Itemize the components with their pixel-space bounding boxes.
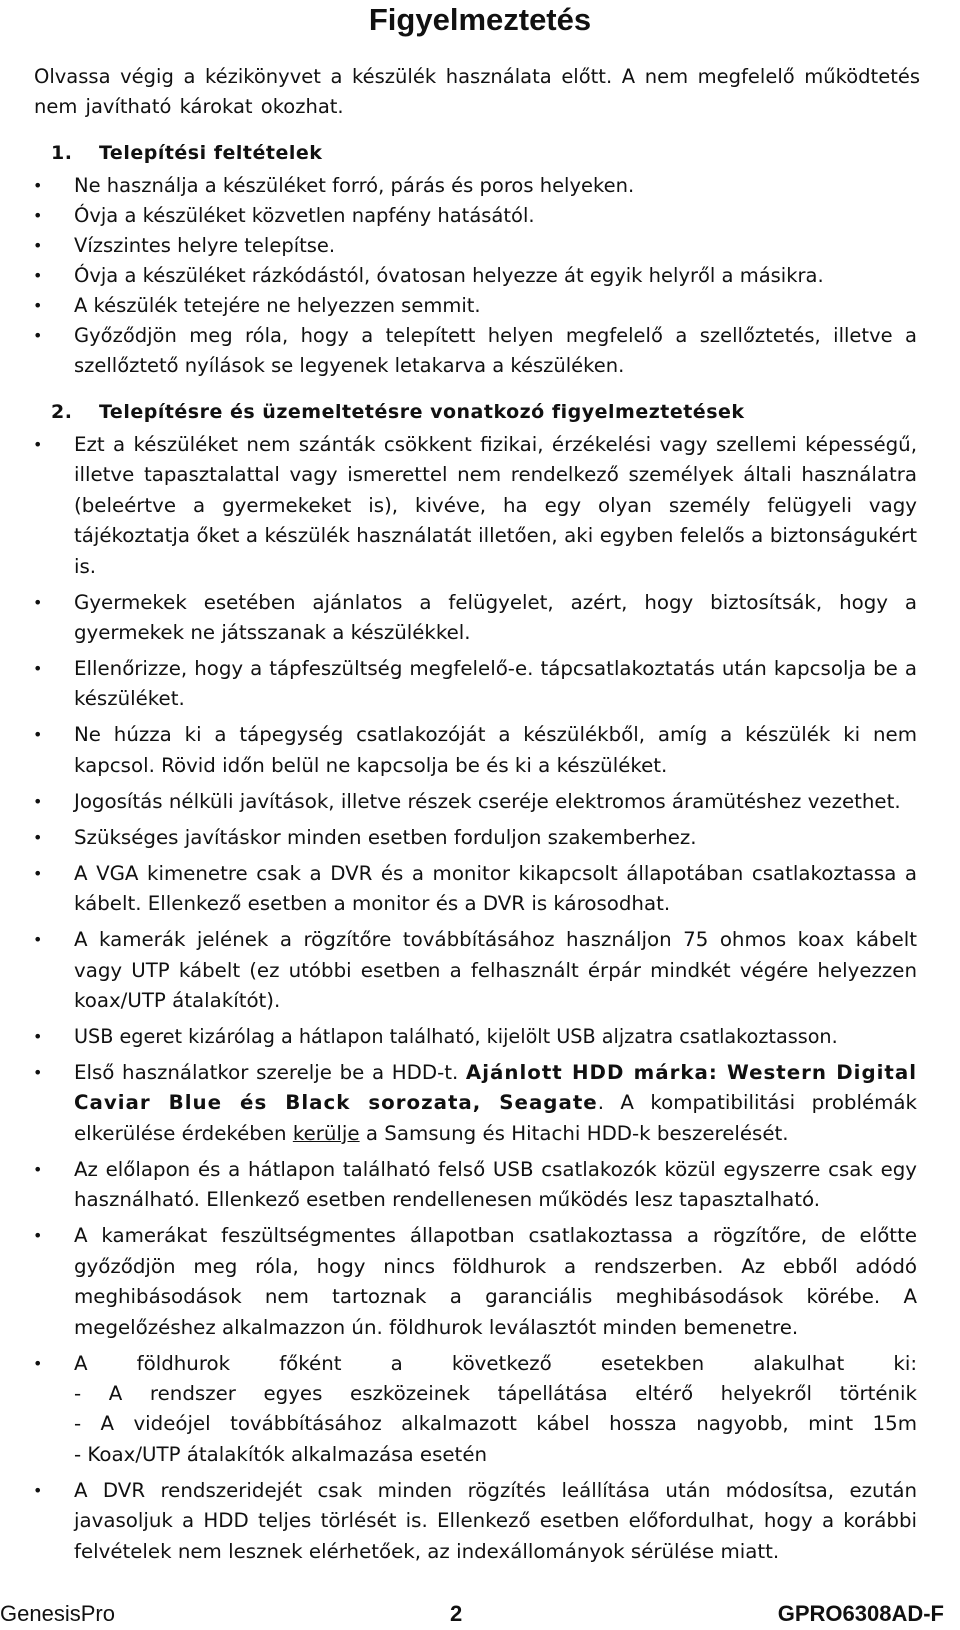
- list-item: [0, 588, 917, 649]
- bullet-icon: •: [33, 296, 43, 315]
- list-item-text: Óvja a készüléket közvetlen napfény hatásától.: [74, 204, 535, 227]
- bullet-icon: •: [33, 930, 43, 950]
- operation-warnings-list: [0, 430, 960, 1573]
- list-item-text: Ne húzza ki a tápegység csatlakozóját a készülékből, amíg a készülék ki nem kapcsol. Rövid időn belül ne kapcsolja be és ki a készüléket.: [74, 723, 917, 777]
- bullet-icon: •: [33, 236, 43, 255]
- hdd-recommended-brand: Ajánlott HDD márka: Western Digital Caviar Blue és Black sorozata, Seagate: [74, 1061, 917, 1115]
- hdd-avoid-word: kerülje: [292, 1121, 360, 1145]
- list-item: [0, 291, 917, 321]
- ground-loop-case-1: - A rendszer egyes eszközeinek tápellátása eltérő helyekről történik: [74, 1381, 917, 1405]
- footer-page-number: 2: [450, 1601, 463, 1626]
- list-item: [0, 720, 917, 781]
- installation-conditions-list: [0, 171, 960, 381]
- list-item-text: Ne használja a készüléket forró, párás és poros helyeken.: [74, 174, 635, 197]
- bullet-icon: •: [33, 1226, 43, 1246]
- section-2-heading: [51, 397, 745, 427]
- list-item-ground-loop: [0, 1349, 917, 1471]
- section-2-title: Telepítésre és üzemeltetésre vonatkozó figyelmeztetések: [99, 401, 745, 423]
- list-item: [0, 1155, 917, 1216]
- page-footer: [0, 1597, 960, 1630]
- list-item: [0, 1022, 917, 1052]
- list-item: [0, 321, 917, 381]
- bullet-icon: •: [33, 791, 43, 811]
- list-item-hdd: [0, 1058, 917, 1149]
- list-item: [0, 430, 917, 582]
- list-item-text: Ezt a készüléket nem szánták csökkent fizikai, érzékelési vagy szellemi képességű, illetve tapasztalattal vagy ismerettel nem rendelkező személyek általi használatra (beleértve a gyermekeket is), kivéve, ha egy olyan személy felügyeli vagy tájékoztatja őket a készülék használatát illetően, aki egyben felelős a biztonságukért is.: [74, 433, 917, 578]
- list-item: [0, 1221, 917, 1343]
- list-item: [0, 925, 917, 1016]
- bullet-icon: •: [33, 592, 43, 612]
- list-item: [0, 171, 917, 201]
- list-item-text: Az előlapon és a hátlapon található felső USB csatlakozók közül egyszerre csak egy használható. Ellenkező esetben rendellenesen működés lesz tapasztalható.: [74, 1157, 917, 1212]
- bullet-icon: •: [33, 206, 43, 225]
- list-item: [0, 787, 917, 817]
- list-item-text: Óvja a készüléket rázkódástól, óvatosan helyezze át egyik helyről a másikra.: [74, 264, 824, 287]
- list-item-text: A VGA kimenetre csak a DVR és a monitor kikapcsolt állapotában csatlakoztassa a kábelt. Ellenkező esetben a monitor és a DVR is károsodhat.: [74, 861, 917, 916]
- section-1-heading: [51, 138, 322, 168]
- bullet-icon: •: [33, 176, 43, 195]
- list-item-text: Győződjön meg róla, hogy a telepített helyen megfelelő a szellőztetés, illetve a szellőztető nyílások se legyenek letakarva a készüléken.: [74, 324, 917, 377]
- bullet-icon: •: [33, 659, 43, 679]
- bullet-icon: •: [33, 725, 43, 745]
- list-item: [0, 823, 917, 853]
- list-item-text: A kamerák jelének a rögzítőre továbbításához használjon 75 ohmos koax kábelt vagy UTP kábelt (ez utóbbi esetben a felhasznált érpár mindkét végére helyezzen koax/UTP átalakítót).: [74, 928, 917, 1013]
- list-item: [0, 261, 917, 291]
- list-item: [0, 201, 917, 231]
- page-title: Figyelmeztetés: [368, 2, 592, 37]
- section-1-number: 1.: [51, 142, 73, 164]
- list-item-text: Vízszintes helyre telepítse.: [74, 234, 336, 257]
- section-1-title: Telepítési feltételek: [99, 142, 323, 164]
- list-item: [0, 859, 917, 920]
- section-2-number: 2.: [51, 401, 73, 423]
- list-item: [0, 654, 917, 715]
- bullet-icon: •: [33, 863, 43, 883]
- ground-loop-case-2: - A videójel továbbításához alkalmazott kábel hossza nagyobb, mint 15m: [74, 1412, 917, 1436]
- list-item-text: Jogosítás nélküli javítások, illetve részek cseréje elektromos áramütéshez vezethet.: [74, 789, 901, 813]
- list-item-text: Gyermekek esetében ajánlatos a felügyelet, azért, hogy biztosítsák, hogy a gyermekek ne játsszanak a készülékkel.: [74, 590, 917, 645]
- bullet-icon: •: [33, 1063, 43, 1083]
- hdd-text-3: a Samsung és Hitachi HDD-k beszerelését.: [359, 1121, 789, 1145]
- list-item-text: A kamerákat feszültségmentes állapotban csatlakoztassa a rögzítőre, de előtte győződjön meg róla, hogy nincs földhurok a rendszerben. Az ebből adódó meghibásodások nem tartoznak a garanciális meghibásodások körébe. A megelőzéshez alkalmazzon ún. földhurok leválasztót minden bemenetre.: [74, 1224, 917, 1339]
- bullet-icon: •: [33, 1159, 43, 1179]
- intro-paragraph: Olvassa végig a kézikönyvet a készülék használata előtt. A nem megfelelő működtetés nem javítható károkat okozhat.: [34, 65, 920, 118]
- footer-model: GPRO6308AD-F: [777, 1601, 944, 1626]
- hdd-text-2: . A kompatibilitási problémák elkerülése érdekében: [74, 1091, 918, 1145]
- ground-loop-lead: A földhurok főként a következő esetekben alakulhat ki:: [74, 1351, 917, 1375]
- list-item: [0, 231, 917, 261]
- ground-loop-case-3: - Koax/UTP átalakítók alkalmazása esetén: [74, 1442, 488, 1466]
- bullet-icon: •: [33, 827, 43, 847]
- list-item-text: Szükséges javításkor minden esetben forduljon szakemberhez.: [74, 825, 697, 849]
- bullet-icon: •: [33, 326, 43, 345]
- bullet-icon: •: [33, 1027, 43, 1047]
- bullet-icon: •: [33, 1353, 43, 1373]
- bullet-icon: •: [33, 266, 43, 285]
- list-item: [0, 1476, 917, 1567]
- footer-brand: GenesisPro: [0, 1601, 115, 1626]
- list-item-text: A DVR rendszeridejét csak minden rögzítés leállítása után módosítsa, ezután javasoljuk a HDD teljes törlését is. Ellenkező esetben előfordulhat, hogy a korábbi felvételek nem lesznek elérhetőek, az indexállományok sérülése miatt.: [74, 1478, 917, 1563]
- list-item-text: USB egeret kizárólag a hátlapon található, kijelölt USB aljzatra csatlakoztasson.: [74, 1025, 838, 1049]
- list-item-text: Ellenőrizze, hogy a tápfeszültség megfelelő-e. tápcsatlakoztatás után kapcsolja be a készüléket.: [74, 657, 917, 711]
- bullet-icon: •: [33, 1480, 43, 1500]
- list-item-text: A készülék tetejére ne helyezzen semmit.: [74, 294, 481, 317]
- bullet-icon: •: [33, 435, 43, 454]
- hdd-text-1: Első használatkor szerelje be a HDD-t.: [74, 1061, 466, 1085]
